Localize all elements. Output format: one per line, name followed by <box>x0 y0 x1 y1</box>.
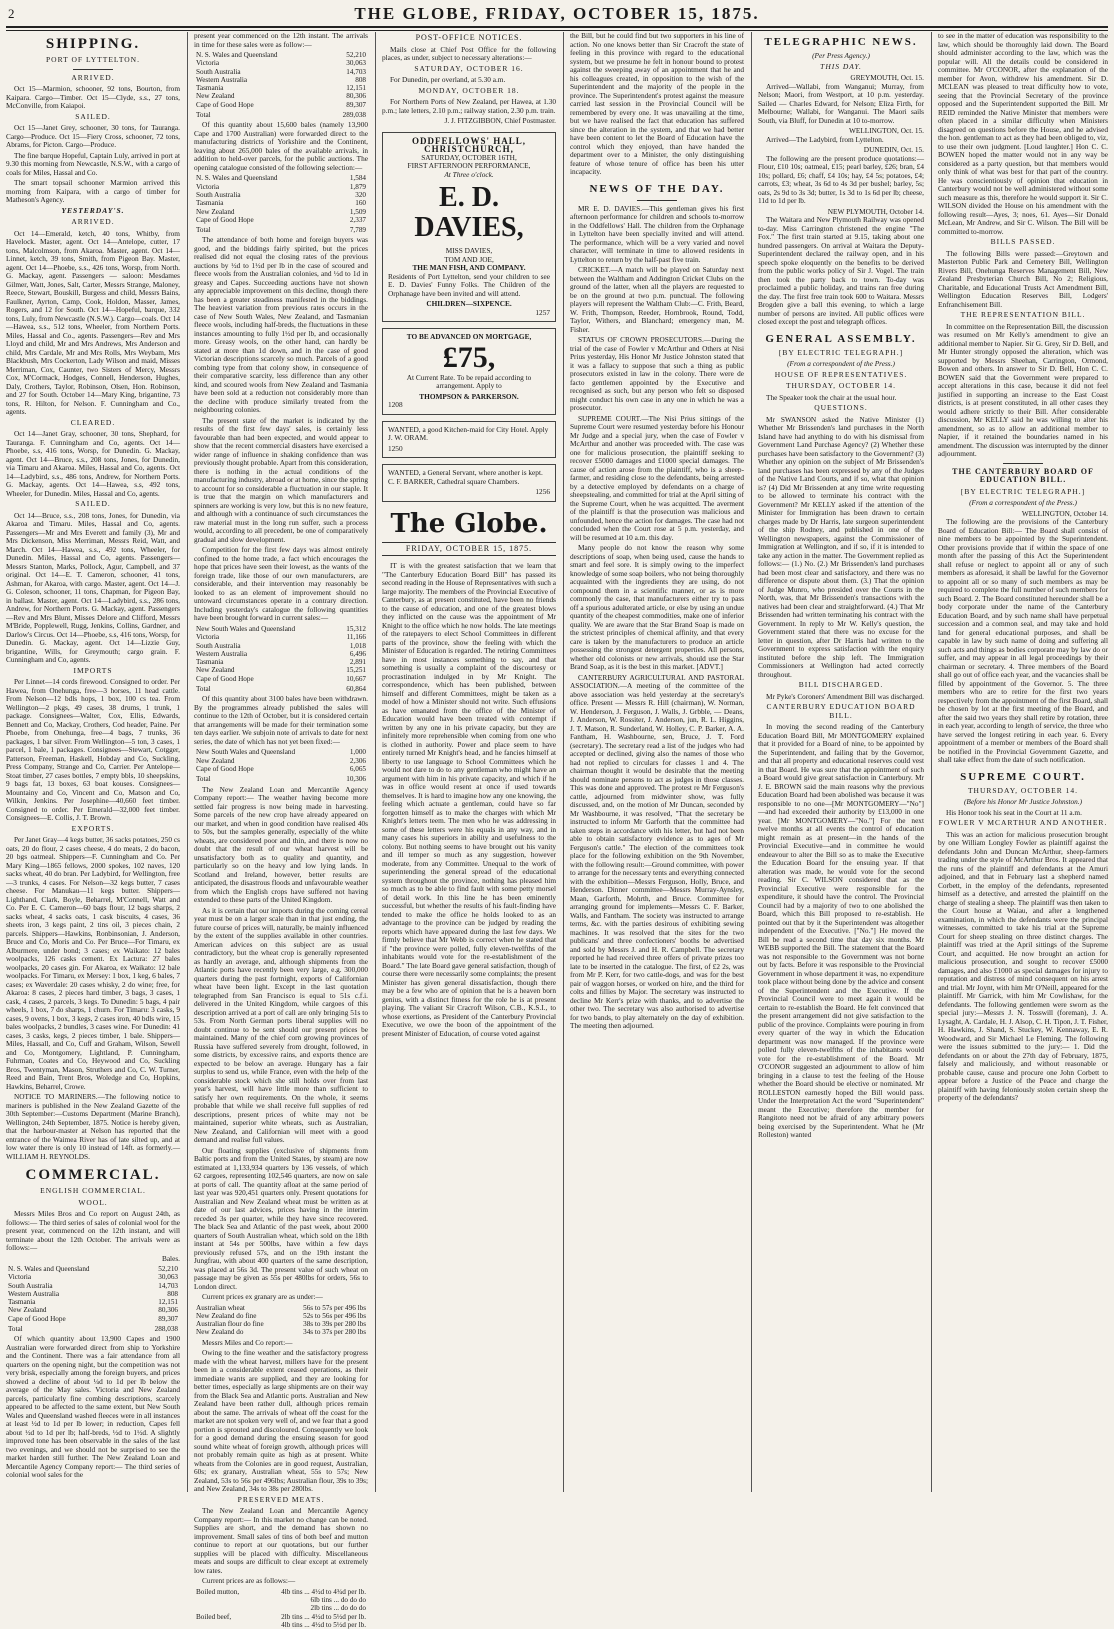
table-cell-label: New South Wales and Queensland <box>196 624 296 633</box>
dateline: DUNEDIN, Oct. 15. <box>863 145 924 154</box>
table-cell-label: Australian flour do fine <box>196 1320 264 1329</box>
table-cell-label: New Zealand <box>196 92 235 101</box>
table-row <box>194 1312 368 1320</box>
table-cell-label: South Australia <box>196 67 241 76</box>
report-para: The New Zealand Loan and Mercantile Agency Company report:— In this market no change can be noted. Supplies are short, and the demand has shown no improvement. Small sales of tins of both beef and mutton continue to report at our quotations, but our further supplies will be placed with difficulty. Miscellaneous meats and soups are difficult to clear except at extremely low rates. <box>194 1506 368 1575</box>
board-bill-heading: THE CANTERBURY BOARD OF EDUCATION BILL. <box>952 466 1094 484</box>
telegram: Arrived—The Ladybird, from Lyttelton. <box>766 134 884 144</box>
table-row <box>194 191 368 199</box>
ad-number: 1256 <box>535 487 550 496</box>
divider <box>637 200 677 201</box>
sailed-label: SAILED. <box>75 499 111 508</box>
table-row <box>194 765 368 773</box>
table-cell-value: 80,306 <box>158 1306 178 1315</box>
telegraphic-sub: (Per Press Agency.) <box>812 51 870 60</box>
table-row <box>6 1273 180 1281</box>
post-monday: MONDAY, OCTOBER 18. <box>418 85 520 95</box>
table-cell-label: Western Australia <box>196 649 248 658</box>
total-value: 7,789 <box>349 226 366 235</box>
table-row <box>194 1320 368 1328</box>
general-assembly-heading: GENERAL ASSEMBLY. <box>765 332 917 345</box>
ad-firm: THOMPSON & PARKERSON. <box>419 391 519 401</box>
post-office-heading: POST-OFFICE NOTICES. <box>415 33 523 42</box>
table-row <box>194 642 368 650</box>
arrived-label: ARRIVED. <box>71 217 115 226</box>
total-label: Total <box>196 685 211 694</box>
table-row <box>194 748 368 756</box>
education-bill-body: In moving the second reading of the Canterbury Education Board Bill, Mr MONTGOMERY explained that it provided for a Board of nine, to be appointed by the Superintendent, and failing that by the Governor, and that all property and educational reserves could vest in that Board. He was sure that the appointment of such a Board would give great satisfaction in Canterbury. Mr J. E. BROWN said the main reasons why the previous Education Board had been abolished was because it was responsible to no one—[Mr MONTGOMERY—"No"]—and had exceeded their authority by £13,000 in one year. [Mr MONTGOMERY—"No."] For the next twelve months at all events the control of education might remain as at present—in the hands of the Provincial Executive—and in committee he would endeavour to alter the Bill so as to make the Executive the Education Board for the ensuing year. If that alteration was made, he would vote for the second reading. Sir C. WILSON considered that as the Provincial Executive were responsible for the expenditure, it should have the control. The Provincial Council had by a majority of two to one abolished the Board, which this Bill proposed to re-establish. He pointed out that by it the Superintendent was altogether independent of the Executive. ["No."] He moved the Bill be read a second time that day six months. Mr WEBB supported the Bill. The statement that the Board was not responsible to the Government was not borne out by facts. Before it was responsible to the Provincial Government in whose department it was, no expenditure took place without being done by the advice and consent of the Superintendent and the Executive. If the Provincial Council were to meet again it would be certain to re-establish the Board. He felt convinced that the present arrangement did not give satisfaction to the public of the province. Complaints were pouring in from every quarter of the way in which the Education department was now managed. If the province were polled fully eleven-twelfths of the inhabitants would vote for the re-establishment of the Board. Mr O'CONOR suggested an adjournment to allow of him bringing in a clause to test the feeling of the House whether the Board should be elective or nominated. Mr ROLLESTON earnestly hoped the Bill would pass. Under the Interpretation Act the word "Superintendent" meant the Executive; therefore the member for Rangitoto need not be afraid of any arbitrary powers being exercised by the Superintendent. What he (Mr Rolleston) wanted <box>758 722 924 1139</box>
column-4 <box>570 32 744 1492</box>
wool-table <box>6 1265 180 1323</box>
report-para: As it is certain that our imports during the coming cereal year must be on a larger scale than in that just ending, the future course of prices will, naturally, be mainly influenced by the extent of the supplies available in other countries. American advices on this subject are as usual contradictory, but the wheat crop is generally represented as hardly an average, and, although shipments from the Atlantic ports have recently been very large, e.g. 300,000 quarters during the past fortnight, exports of Californian wheat have been light. Except in the last quotation telegraphed from San Francisco is equal to 51s c.f.i. delivered in the United Kingdom, while cargoes of this description arrived at a port of call are only bringing 51s to 53s. From North German ports liberal supplies will no doubt continue to be sent should our present prices be maintained. Many of the chief corn growing provinces of Russia have suffered severely from drought, followed, in some districts, by excessive rains, and exports thence are expected to be below an average. Hungary has a fair surplus to send us, while France, even with the help of the considerable stock which she still holds over from last year's harvest, will have little more than sufficient to satisfy her own requirements. On the whole, it seems probable that while we shall receive full supplies of red descriptions, present prices of white may not be maintained, superior white wheats, such as Australian, New Zealand, and Californian will meet with a good demand and realise full values. <box>194 905 368 1145</box>
table-cell-value: 160 <box>355 199 366 208</box>
page-number: 2 <box>8 6 15 21</box>
wool-intro: Messrs Miles Bros and Co report on August 24th, as follows:— The third series of sales of colonial wool for the present year, commenced on the 12th instant, and will terminate about the 12th October. The arrivals were as follows:— <box>6 1209 180 1252</box>
table-row <box>194 1304 368 1312</box>
ad-name: E. D. DAVIES, <box>414 182 524 243</box>
ad-line: MISS DAVIES, <box>445 246 493 255</box>
house-date: THURSDAY, OCTOBER 14. <box>785 381 897 390</box>
court-date: THURSDAY, OCTOBER 14. <box>967 785 1079 795</box>
table-row <box>194 1588 368 1596</box>
table-cell-label: South Australia <box>196 190 241 199</box>
bill-discharged-body: Mr Pyke's Coroners' Amendment Bill was discharged. <box>766 691 924 701</box>
table-cell-label: New Zealand do <box>196 1328 244 1337</box>
table-cell-label: Tasmania <box>196 658 224 667</box>
next-series-table <box>194 748 368 773</box>
column-rule <box>751 32 752 1492</box>
english-commercial: ENGLISH COMMERCIAL. <box>40 1186 146 1195</box>
sailed-label: SAILED. <box>75 111 111 121</box>
table-cell-value: 2,337 <box>349 215 366 224</box>
table-cell-value: 6,496 <box>349 649 366 658</box>
table-cell-value: 2lb tins ... 4½d to 5½d per lb. <box>281 1612 366 1621</box>
table-row <box>194 84 368 92</box>
table-cell-label: N. S. Wales and Queensland <box>196 51 278 59</box>
table-row <box>194 199 368 207</box>
table-row <box>194 101 368 109</box>
table-row <box>194 1613 368 1621</box>
table-cell-label: Cape of Good Hope <box>196 764 254 773</box>
questions-label: QUESTIONS. <box>814 403 868 412</box>
telegram: Arrived—Wallabi, from Wanganui; Murray, from Nelson; Maori, from Westport, at 10 p.m. yesterday. Sailed — Charles Edward, for Nelson; Eliza Firth, for Melbourne; Wallabi, for Wanganui. The Maori sails South, via Bluff, for Dunedin at 10 to-morrow. <box>758 81 924 125</box>
total-value: 288,038 <box>154 1325 178 1334</box>
table-cell-value: 52s to 56s per 496 lbs <box>303 1311 366 1320</box>
table-cell-label <box>194 1596 254 1604</box>
news-item: Many people do not know the reason why some descriptions of soap, when being used, cause the hands to smart and feel sore. It is simply owing to the imperfect knowledge of some soap boilers, who not being thoroughly acquainted with the ingredients they are using, do not compound them in a scientific manner, or as is more commonly the case, that manufacturers either try to pass off a spurious adulterated article, or else by using an undue quantity of the cheapest commodities, make one of inferior quality. We are aware that the Star Brand Soap is made on the strictest principles of chemical affinity, and that every care is taken by the manufacturers to produce an article possessing the strongest detergent properties. All persons, whether old colonists or new arrivals, should use the Star Brand Soap, as it is the best in this market. [ADVT.] <box>570 543 744 671</box>
ad-body: Residents of Port Lyttelton, send your children to see E. D. Davies' Funny Folks. The Children of the Orphanage have been invited and will attend. <box>388 271 550 298</box>
table-cell-value: 6lb tins ... do do do <box>310 1596 366 1604</box>
table-cell-value: 2,891 <box>349 658 366 667</box>
bales-label: Bales. <box>161 1253 180 1263</box>
table-cell-value: 1,000 <box>349 748 366 757</box>
table-cell-label: Western Australia <box>8 1289 60 1298</box>
imports-label: IMPORTS <box>73 665 113 675</box>
shipping-para: The smart topsail schooner Marmion arrived this morning from Kaipara, with a cargo of timber for Matheson's Agency. <box>6 178 180 204</box>
post-monday-body: For Northern Ports of New Zealand, per Hawea, at 1.30 p.m.; late letters, 2.10 p.m.; railway station, 2.30 p.m. train. <box>382 97 556 115</box>
table-cell-value: 808 <box>167 1289 178 1298</box>
wool-total <box>6 1325 180 1333</box>
table-cell-label: Cape of Good Hope <box>196 674 254 683</box>
prices-table <box>194 1304 368 1337</box>
table-cell-label: Tasmania <box>196 199 224 208</box>
table-cell-label: Western Australia <box>196 75 248 84</box>
ad-number: 1257 <box>535 307 550 317</box>
education-bill-label: CANTERBURY EDUCATION BOARD BILL. <box>766 702 916 720</box>
exports-label: EXPORTS. <box>71 823 115 833</box>
globe-masthead: The Globe. <box>390 508 548 539</box>
table-cell-label: Cape of Good Hope <box>196 215 254 224</box>
telegram: The following are the present produce quotations:—Flour, £10 10s; oatmeal, £15; pearl barley, £26; bran, £4 10s; pollard, £6; chaff, £4 10s; hay, £4 5s; potatoes, £4; carrots, £3; wheat, 3s 6d to 4s 3d per bushel; barley, 5s; oats, 2s 9d to 3s 3d; butter, 1s 3d to 1s 6d per lb; cheese, 11d to 1d per lb. <box>758 153 924 205</box>
this-day: THIS DAY. <box>820 61 862 71</box>
report-para: Owing to the fine weather and the satisfactory progress made with the wheat harvest, millers have for the present been in a considerable extent ceased operations, as their immediate wants are supplied, and they are looking for better times, especially as large shipments are on their way from the Black Sea and Atlantic ports. Australian and New Zealand have been rather dull, although prices remain about the same. The arrivals of wheat off the coast for the market are not spoken very well of, and we fear that a good portion is sprouted and discoloured. Consequently we look for a good demand during the ensuing season for good sound white wheat of foreign growth, although prices will not probably remain quite as high as at present. White wheats from the Colonies are in good request, Australian, 60s; ex granary, Australian wheat, 55s to 57s; New Zealand, 53s to 56s per 496lbs; Australian flour, 39s to 39s; and New Zealand, 34s to 38s per 280lbs. <box>194 1348 369 1494</box>
table-row <box>194 76 368 84</box>
table-cell-label: Cape of Good Hope <box>8 1314 66 1323</box>
post-saturday-body: For Dunedin, per overland, at 5.30 a.m. <box>390 75 506 84</box>
table-cell-value: 89,307 <box>346 100 366 109</box>
table-cell-value: 1,018 <box>349 641 366 650</box>
table-cell-label: Tasmania <box>8 1298 36 1307</box>
table-cell-label: Victoria <box>8 1273 32 1282</box>
table-cell-value: 12,151 <box>158 1298 178 1307</box>
table-cell-value: 11,166 <box>346 633 366 642</box>
representation-body: In committee on the Representation Bill, the discussion was resumed on Mr Kelly's amendment to give an additional member to Napier. Sir G. Grey, Sir D. Bell, and Mr Hunter strongly opposed the alteration, which was supported by Messrs Sheehan, Carrington, Ormond, Bowen and others. In answer to Sir D. Bell, Hon C. C. BOWEN said that the Government were prepared to accept alterations in this case, because it did not feel justified in supporting an increase to the East Coast districts, is at present constituted, in all other cases they would adhere strictly to their Bill. After considerable discussion, Mr KELLY said he was willing to alter his amendment, so as to allow an additional member to Napier, if it retained the boundaries named in his amendment. The discussion was interrupted by the dinner adjournment. <box>938 321 1108 458</box>
news-item: MR E. D. DAVIES.—This gentleman gives his first afternoon performance for children and schools to-morrow in the Oddfellows' Hall. The children from the Orphanage in Lyttelton have been specially invited and will attend. The performance, which will be a very varied and novel character, will terminate in time to allowed residents in Lyttelton to return by the half-past five train. <box>570 203 744 264</box>
ad-number: 1208 <box>388 400 403 409</box>
bill-discharged-label: BILL DISCHARGED. <box>798 680 884 689</box>
table-row <box>194 208 368 216</box>
dateline: GREYMOUTH, Oct. 15. <box>850 73 924 82</box>
table-cell-value: 52,210 <box>346 51 366 59</box>
report-para: The attendance of both home and foreign buyers was good, and the biddings fairly spirited, but the prices realised did not equal the closing rates of the previous auctions by ½d to 1½d per lb in the case of scoured and fleece wools from the Australian colonies, and ½d to 1d in greasy and Capes. Succeeding auctions have not shown any appreciable improvement on this decline, though there has been a greater steadiness manifested in the biddings. The heaviest variation from previous rates occurs in the case of New South Wales, New Zealand, and Tasmanian fleece wools, including half-breds, the fluctuations in these instances amounting to fully 1½d per lb, and occasionally more. Greasy wools, on the other hand, can hardly be stated at more than 1d down, and in the case of good Victorian descriptions scarcely so much. Parcels of a good combing type from that colony show, in consequence of their comparative scarcity, less difference than any other kind, and scoured wools from New Zealand and Tasmania have been sold at a reduction not considerably more than the decline with produce similarly treated from the neighbouring colonies. <box>194 235 368 415</box>
table-row <box>6 1282 180 1290</box>
wool-continued: present year commenced on the 12th instant. The arrivals in time for these sales were as follow:— <box>194 31 368 49</box>
board-bill-sub: [BY ELECTRIC TELEGRAPH.] <box>960 486 1086 496</box>
table-cell-value: 2,306 <box>349 756 366 765</box>
table-row <box>194 68 368 76</box>
ad-time: At Three o'clock. <box>444 169 494 179</box>
table-cell-label: South Australia <box>8 1281 53 1290</box>
ad-performance: FIRST AFTERNOON PERFORMANCE, <box>407 161 531 170</box>
column-rule <box>187 32 188 1492</box>
total-label: Total <box>196 226 211 235</box>
table-cell-label <box>194 1621 254 1629</box>
table-row <box>194 51 368 59</box>
telegraphic-heading: TELEGRAPHIC NEWS. <box>764 36 918 48</box>
ad-body: WANTED, a good Kitchen-maid for City Hotel. Apply J. W. ORAM. <box>388 424 549 442</box>
table-cell-label: New Zealand <box>196 207 235 216</box>
supreme-court-heading: SUPREME COURT. <box>960 770 1086 783</box>
ad-price: CHILDREN—SIXPENCE. <box>426 299 512 308</box>
ad-date: SATURDAY, OCTOBER 16TH, <box>421 152 517 162</box>
divider <box>1003 463 1043 464</box>
table-cell-label: Australian wheat <box>196 1303 245 1312</box>
preserved-meats-label: PRESERVED MEATS. <box>237 1494 325 1504</box>
total-value: 10,306 <box>346 775 366 784</box>
sailed2-text: Oct 14—Bruce, s.s., 208 tons, Jones, for Dunedin, via Akaroa and Timaru. Miles, Hassal and Co, agents. Passengers—Mr and Mrs Everett and family (3), Mr and Mrs Dickenson, Miss Merriman, Messrs Reid, Watt, and March. Oct 14—Hawea, s.s., 492 tons, Wheeler, for Dunedin. Miles, Hassal and Co, agents. Passengers—Messrs Stanton, Marks, Pollock, Agur, Campbell, and 37 original. Oct 14—E. T. Cameron, schooner, 41 tons, Ashman, for Akaroa, with cargo. Master, agent. Oct 14—J. G. Coleson, schooner, 11 tons, Chapman, for Pigeon Bay, in ballast. Master, agent. Oct 14—Ladybird, s.s., 286 tons, Andrew, for Northern Ports. G. Mackay, agent. Passengers—Rev and Mrs Blunt, Misses Delore and Clifford, Messrs M'Bride, Popplewell, Rugg, Jenkins, Collins, Gardner, and Darlow's Circus. Oct 14—Phoebe, s.s, 416 tons, Worsp, for Dunedin. G. Mackay, agent. Oct 14—Lizzie Guy, brigantine, Wills, for Greymouth; cargo grain. F. Cunningham and Co, agents. <box>6 510 180 664</box>
column-5 <box>758 32 924 1492</box>
table-cell-value: 4lb tins ... 4½d to 4¾d per lb. <box>281 1587 366 1596</box>
arrived-label: ARRIVED. <box>71 72 115 82</box>
table-cell-value: 15,251 <box>346 666 366 675</box>
table-row <box>194 650 368 658</box>
table-cell-value: 10,667 <box>346 674 366 683</box>
total-label: Total <box>8 1325 23 1334</box>
ad-body: At Current Rate. To be repaid according to arrangement. Apply to <box>406 372 532 390</box>
mortgage-advertisement <box>382 328 556 415</box>
house-intro: The Speaker took the chair at the usual hour. <box>766 392 897 402</box>
table-row <box>194 633 368 641</box>
news-item: STATUS OF CROWN PROSECUTORS.—During the trial of the case of Fowler v McArthur and Others at Nisi Prius yesterday, His Honor Mr Justice Johnston stated that it was a fallacy to suppose that such a thing as public prosecutors existed in law in the colony. There were de facto gentlemen appointed by the Executive and recognised as such, but any person who felt so disposed might conduct his own case in any one in which he was a prosecutor. <box>570 335 744 412</box>
table-cell-label: New Zealand <box>8 1306 47 1315</box>
table-row <box>194 1621 368 1629</box>
divider <box>73 69 113 70</box>
table-cell-label: New Zealand <box>196 666 235 675</box>
editorial-continued: the Bill, but he could find but two supporters in his line of action. No one knows better than Sir Cracroft the state of feeling in this province with regard to the educational system, but we presume he felt in honour bound to protest against the sweeping away of an appointment that he and his colleagues created, in opposition to the wish of the Superintendent and the majority of the people in the province. The Superintendent's protest against the measure carried last session in the Provincial Council will be remembered by every one. It was unavailing at the time, but we have realised the fact that education has suffered since the alteration in the system, and that we had better have been content to let the Board of Education have the control which they enjoyed, than have handed the department over to a Minister, the only distinguishing feature of whose tenure of office has been his utter incapacity. <box>570 31 744 176</box>
total-value: 289,038 <box>342 111 366 120</box>
table-row <box>6 1306 180 1314</box>
column-rule <box>563 32 564 1492</box>
table-cell-label: N. S. Wales and Queensland <box>8 1265 90 1273</box>
catalogue-table <box>194 174 368 224</box>
table-cell-value: 1,584 <box>349 174 366 183</box>
davies-advertisement <box>382 132 556 323</box>
catalogue-total <box>194 226 368 234</box>
table-row <box>6 1290 180 1298</box>
bills-passed-label: BILLS PASSED. <box>990 237 1056 246</box>
table-cell-label: Boiled mutton, <box>196 1587 240 1596</box>
table-row <box>194 675 368 683</box>
assembly-sub: [BY ELECTRIC TELEGRAPH.] <box>778 347 904 357</box>
table-row <box>194 1604 368 1612</box>
table-row <box>194 92 368 100</box>
table-cell-label: New South Wales and Queensland <box>196 748 296 757</box>
ad-body: WANTED, a General Servant, where another is kept. C. F. BARKER, Cathedral square Chambers. <box>388 468 543 486</box>
prices-intro: Current prices ex granary are as under:— <box>202 1292 323 1302</box>
table-cell-label: South Australia <box>196 641 241 650</box>
table-cell-label: New Zealand <box>196 756 235 765</box>
assembly-continued: to see in the matter of education was responsibility to the law, which should be thoroughly laid down. The Board should administer according to the law, which was the popular will. All the details could be considered in committee. Mr O'CONOR, after the explanation of the member for Avon, withdrew his amendment. Sir D. MCLEAN was pleased to treat difficulty how to vote, seeing that the Provincial Secretary of the province opposed and the Superintendent supported the Bill. Mr REID reminded the Native Minister that members were often placed in a similar difficulty when Ministers disagreed on questions before the House, and he advised the hon. gentleman to act as they had been obliged to, viz, to use their own judgment. [Loud laughter.] Hon C. C. BOWEN hoped the matter would not in any way be considered as a party question, but that members would only think of what was best for that part of the country. He was conscientiously of opinion that education in Canterbury would not be well administered without some such measure as this, therefore he would support it. Sir C. WILSON divided the House on his amendment with the following result—Ayes, 3; noes, 61. Ayes—Sir Donald McLean, Mr Andrew, and Sir C. Wilson. The Bill will be committed to-morrow. <box>938 31 1108 236</box>
cleared-text: Oct 14—Janet Gray, schooner, 30 tons, Shephard, for Tauranga. F. Cunningham and Co, agents. Oct 14—Phoebe, s.s, 416 tons, Worsp, for Dunedin. G. Mackay, agent. Oct 14—Bruce, s.s., 208 tons, Jones, for Dunedin, via Timaru and Akaroa. Miles, Hassal and Co, agents. Oct 14—Ladybird, s.s., 486 tons, Andrew, for Northern Ports. G. Mackay, agents. Oct 14—Hawea, s.s, 492 tons, Wheeler, for Dunedin. Miles, Hassal and Co, agents. <box>6 429 180 498</box>
table-cell-value: 30,063 <box>158 1273 178 1282</box>
table-cell-value: 2lb tins ... do do do <box>310 1604 366 1613</box>
current-sales-total <box>194 685 368 693</box>
table-cell-label: Tasmania <box>196 84 224 93</box>
court-case: FOWLER V MCARTHUR AND ANOTHER. <box>938 818 1108 827</box>
table-cell-value: 52,210 <box>158 1265 178 1273</box>
commercial-heading: COMMERCIAL. <box>25 1167 161 1183</box>
board-bill-body: The following are the provisions of the Canterbury Board of Education Bill:— The Board shall consist of nine members to be appointed by the Superintendent. Other provisions provide that if within the space of one month after the passing of this Act the Superintendent shall refuse or neglect to appoint all or any of such members as aforesaid, it shall be lawful for the Governor to appoint all or so many of such members as may be required to complete the full number of such members for such Board. 2. The Board constituted hereunder shall be a body corporate under the name of the Canterbury Education Board, and by such name shall have perpetual succession and a common seal, and may take and hold land for general educational purposes, and shall be capable in law by such name of doing and suffering all such acts and things as bodies corporate may by law do or suffer, and may appear in all legal proceedings by their chairman or secretary. 4. Three members of the Board shall go out of office each year, and the vacancies shall be filled by appointment of the Governor. 5. The three members who are to retire for the first two years respectively from the appointment of the first Board, shall be chosen by lot at the first meeting of the Board, and after the said two years they shall retire by rotation, three in each year, according to length of service, the three who have served the longest retiring in each year. 6. Every appointment of a member or members of the Board shall be notified in the Provincial Government Gazette, and shall take effect from the date of such notification. <box>938 517 1108 764</box>
news-item: SUPREME COURT.—The Nisi Prius sittings of the Supreme Court were resumed yesterday before his Honour Mr Judge and a special jury, when the case of Fowler v McArthur and another was proceeded with. The case was one for malicious prosecution, the plaintiff seeking to recover £5000 damages and £1000 special damages. The cause of action arose from the plaintiff, who is a sheep-farmer, and residing close to the defendants, being arrested by a detective employed by defendants on a charge of sheepstealing, and committed for trial at the April sitting of the Supreme Court, when he was acquitted. The averment of the plaintiff is that the prosecution was malicious and unfounded, hence the action for damages. The case had not concluded when the Court rose at 5 p.m. yesterday, and will be resumed at 10 a.m. this day. <box>570 413 744 542</box>
dateline: WELLINGTON, October 14. <box>1021 508 1108 518</box>
questions-body: Mr SWANSON asked the Native Minister (1) Whether Mr Brissenden's land purchases in the North Island have had anything to do with his dismissal from Government Land Purchase Agency? (2) Whether these purchases have been satisfactory to the Government? (3) Whether any opinion on the subject of Mr Brissenden's land purchases has been expressed by any of the Judges of the Native Land Courts, and if so, what that opinion is? (4) Did Mr Brissenden at any time write requesting to be allowed to terminate his contract with the Government? Mr KELLY asked if the attention of the Minister for Immigration has been drawn to certain charges made by Dr Harris, late surgeon superintendent of the ship Rodney, and published in one of the Wellington newspapers, against the Commissioner of Immigration at Wellington, and if so, if it is intended to take any action in the matter. The Government replied as follows:— (1.) No. (2.) Mr Brissenden's land purchases had been most clear and satisfactory, and there was no difference or dispute about them. (3.) That the opinion of Judge Munro, who presided over the Courts in the North, was, that Mr Brissenden's transactions with the natives had been clear and straightforward. (4.) That Mr Brissenden had written terminating his contract with the Government. In reply to Mr W. Kelly's question, the Government stated that there was no excuse for the letter in question, after Dr Harris had written to the Government to express satisfaction with the enquiry instituted before the ship left. The Immigration Commissioners at Wellington had acted correctly throughout. <box>758 414 924 679</box>
column-rule <box>931 32 932 1492</box>
table-cell-value: 80,306 <box>346 92 366 101</box>
table-cell-value: 34s to 37s per 280 lbs <box>303 1328 366 1337</box>
court-judge: (Before his Honor Mr Justice Johnston.) <box>963 797 1083 806</box>
table-cell-value: 6,065 <box>349 764 366 773</box>
news-heading: NEWS OF THE DAY. <box>589 182 725 195</box>
column-rule <box>375 32 376 1492</box>
table-cell-value: 12,151 <box>346 84 366 93</box>
table-row <box>194 174 368 182</box>
table-cell-label: Boiled beef, <box>196 1612 232 1621</box>
column-3 <box>382 32 556 1492</box>
sailed-text: Oct 15—Janet Grey, schooner, 30 tons, for Tauranga. Cargo—Produce. Oct 15—Fiery Cross, schooner, 72 tons, Abrams, for Picton. Cargo—Produce. <box>6 123 180 149</box>
shipping-heading: SHIPPING. <box>45 36 141 52</box>
post-saturday: SATURDAY, OCTOBER 16. <box>414 63 524 73</box>
house-heading: HOUSE OF REPRESENTATIVES. <box>774 369 908 379</box>
wanted-advertisement <box>382 464 556 502</box>
report-para: Competition for the first few days was almost entirely confined to the home trade, a fact which encourages the hope that prices have seen their lowest, as the wants of the foreign trade, like those of our own manufacturers, are considerable, and their intervention may reasonably be looked to as an element of improvement should no untoward circumstances operate in a contrary direction. Including yesterday's catalogue the following quantities have been brought forward in current sales:— <box>194 545 368 623</box>
port-subheading: PORT OF LYTTELTON. <box>46 55 140 64</box>
report-para: The New Zealand Loan and Mercantile Agency Company report:— The weather having become more settled fair progress is now being made in harvesting. Some parcels of the new crop have already appeared on our market, and when in good condition have realised 40s to 50s, but the samples generally, especially of the white wheats, are considered poor and thin, and there is now no doubt that the result of our wheat harvest will be unsatisfactory both as to quality and quantity, and particularly so on the heavy and low lying lands. In Scotland and Ireland, however, better results are anticipated, the disastrous floods and unfavourable weather from which the English crops have suffered not having extended to these parts of the United Kingdom. <box>194 784 368 905</box>
ad-line: THE MAN FISH, AND COMPANY. <box>412 263 526 272</box>
shipping-para: The fine barque Hopeful, Captain Luly, arrived in port at 9.30 this morning from Newcastle, N.S.W., with a cargo of coals for Miles, Hassal and Co. <box>6 150 180 177</box>
news-item: CANTERBURY AGRICULTURAL AND PASTORAL ASSOCIATION.—A meeting of the committee of the above association was held yesterday at the secretary's office. Present — Messrs R. Hill (chairman), W. Norman, W. Henderson, J. Ferguson, J. Walls, J. Grbble, — Deans, J. Anderson, W. Rossiter, J. Anderson, jun, R. L. Higgins, J. T. Matson, R. Sunderland, W. Holley, C. P. Barker, A. A. Fantham, H. Washbourne, sen, Bruce, J. T. Ford (secretary). The secretary read a list of the judges who had accepted or declined, giving also the names of those who had not replied to circulars for classes 1 and 4. The chairman thought it would be desirable that the meeting should nominate persons to act as judges in those classes. This was done and approved. The protest re Mr Ferguson's cattle, adjourned from midwinter show, was fully discussed, and, on the motion of Mr Duncan, seconded by Mr Washbourne, it was resolved, "That the secretary be instructed to inform Mr Garforth that the committee had taken steps in accordance with his letter, but had not been able to obtain satisfactory evidence as to ages of Mr Ferguson's cattle." The election of the committees took place for the following exhibition on the 9th November, with the following result:—Ground committee, with power to arrange for the necessary tents and everything connected with the exhibition—Messrs Ferguson, Holly, Bruce, and Henderson. Dinner committee—Messrs Murray-Aynsley, Maan, Garforth, Mohrth, and Bruce. Committee for arranging ground for implements—Messrs C. F. Barker, Walls, and Fantham. The society was instructed to arrange terms, &c. with the parties desirous of exhibiting sewing machines. It was resolved that the sites for the two publicans' and three confectioners' booths be advertised and sold by Messrs J. and H. R. Campbell. The secretary reported he had received three offers of private prizes too late to be inserted in the catalogue. The first, of £2 2s, was from Mr P. Kerr, for two cattle-dogs, and was for the best pair of waggon horses, or worked on hire, and the third for colts and fillies by Major. The secretary was instructed to decline Mr Kerr's prize with thanks, and to advertise the other two. The secretary was also authorised to advertise for two bands, to play alternately on the day of exhibition. The meeting then adjourned. <box>570 672 744 1030</box>
current-sales-table <box>194 625 368 683</box>
editorial-body: IT is with the greatest satisfaction that we learn that "The Canterbury Education Board Bill" has passed its second reading in the House of Representatives with such a large majority. The members of the Provincial Executive of Canterbury, as at present constituted, have been no friends to the cause of education, and one of the greatest blows they inflicted on the cause was the appointment of Mr Knight to the office which he now holds. The late meetings of the ratepayers to elect School Committees in different parts of the province, show the feeling with which the Minister of Education is regarded. The retiring Committees have in most instances something to say, and that something is usually a complaint of the discourtesy or procrastination indulged in by Mr Knight. The correspondence, which has been published, between himself and different Committees, might be taken as a model of how a Minister should not write. Such effusions as have emanated from the office of the Minister of Education would have been treated with contempt if written by any one in his private capacity, but they are infinitely more reprehensible when coming from one who is clothed in authority. Power and place seem to have entirely turned Mr Knight's head, and he fancies himself at liberty to use language to School Committees which he would not dare to do to any gentleman who might have an argument with him in his private capacity, and which if he was in office would resent at once if used towards themselves. It is hard to imagine how any one knowing, the feeling which actuate a gentleman, could have so far forgotten himself as to make the charges with which Mr Knight's letters teem. The men who he was addressing in some of these letters were his equals in any way, and in many cases his superiors in ability and usefulness to the colony. But nothing seems to have brought out his vanity and ill temper so much as any suggestion, however moderate, from any Committee. Unequal to the work of superintending the general spread of the educational system throughout the province, nothing has pleased him so much as to be able to find fault with some petty morsel of detail work. In this line he has been eminently successful, but whether the results of his fault-finding have tended to make the office he holds looked to as an advantage to the province can be judged by reading the reports which have appeared during the last few days. We firmly believe that Mr Webb is correct when he stated that if "the province were polled, fully eleven-twelfths of the inhabitants would vote for the re-establishment of the Board." The late Board gave general satisfaction, though of course there were necessarily some complaints; the present Minister has given general dissatisfaction, though there may be a few who are of opinion that he is a heaven born genius, with a distinct fitness for the role he is at present playing. The valiant Sir Cracroft Wilson, C.B., K.S.I., to whose exertions, as President of the Canterbury Provincial Executive, we owe the boon of the appointment of the present Minister of Education, of course voted against <box>382 561 556 1038</box>
yesterday-arrived: Oct 14—Emerald, ketch, 40 tons, Whitby, from Havelock. Master, agent. Oct 14—Antelope, cutter, 17 tons, Malcolmson, from Akaroa. Master, agent. Oct 14—Linnet, ketch, 39 tons, Smith, from Pigeon Bay. Master, agent. Oct 14—Phoebe, s.s., 426 tons, Worsp, from North. G. Mackay, agent. Passengers — saloon: Mesdames Gilmer, Watt, Jones, Salt, Carter, Messrs Strange, Maloney, Reece, Stewart, Bouskill, Burgess and child, Messrs Bains, Faulkner, Ayrton, Camp, Cook, Holdon, Masser, James, Rogers, and 12 for South. Oct 14—Hopeful, barque, 332 tons, Luly, from Newcastle (N.S.W.). Cargo—coals. Oct 14—Hawea, s.s., 512 tons, Wheeler, from Northern Ports. Miles, Hassal and Co., agents. Passengers—Rev and Mrs Lloyd and child, Mr and Mrs Andrews, Mrs Anderson and child, Mrs Cardale, Mr and Mrs Rolls, Mrs Weybam, Mrs Blackbush, Mrs Cockerton, Lady Wilson and maid, Misses Merriman, Cox, Caunter, two Sisters of Mercy, Messrs Cox, M'Cormack, Hodges, Connell, Henderson, Hughes, Daly, Crothers, Taylor, Robinson, Olsen, Hon. Robinson, and 27 for South. October 14—Mary King, brigantine, 73 tons, R. Hilton, for Nelson. F. Cunningham and Co., agents. <box>6 228 180 416</box>
table-row <box>194 658 368 666</box>
board-bill-sub2: (From a correspondent of the Press.) <box>969 498 1077 507</box>
table-row <box>194 59 368 67</box>
column-2 <box>194 31 369 1629</box>
table-cell-value: 1,509 <box>349 207 366 216</box>
prices-note: Messrs Miles and Co report:— <box>202 1337 293 1347</box>
post-body: Mails close at Chief Post Office for the following places, as under, subject to necessary alterations:— <box>382 44 556 62</box>
meat-prices-table <box>194 1588 368 1629</box>
bills-passed-body: The following Bills were passed:—Greytown and Masterton Public Park and Cemetery Bill, Wellington Rivers Bill, Onehunga Reserves Management Bill, New Zealand Presbyterian Church Bill, No 2; Religious, Charitable, and Educational Trusts Act Amendment Bill, Wellington Education Reserves Bill, Lodgers' Enfranchisement Bill. <box>938 248 1108 309</box>
column-1 <box>6 32 180 1492</box>
table-cell-label: Cape of Good Hope <box>196 100 254 109</box>
assembly-sub2: (From a correspondent of the Press.) <box>787 359 895 368</box>
dateline: WELLINGTON, Oct. 15. <box>848 126 924 135</box>
report-para: Of this quantity about 3100 bales have been withdrawn. By the programmes already published the sales will continue to the 12th of October, but it is considered certain that arrangements will be made for their termination some ten days earlier. We subjoin note of arrivals to date for next series, the date of which has not yet been fixed:— <box>194 694 368 746</box>
editorial-dateline: FRIDAY, OCTOBER 15, 1875. <box>382 542 556 557</box>
table-cell-value: 4lb tins ... 4½d to 5½d per lb. <box>281 1620 366 1629</box>
table-row <box>6 1265 180 1273</box>
table-row <box>6 1315 180 1323</box>
total-label: Total <box>196 775 211 784</box>
cleared-label: CLEARED. <box>70 417 116 427</box>
table-cell-label <box>194 1604 254 1612</box>
wool-report: Of which quantity about 13,900 Capes and 1900 Australian were forwarded direct from ship to Yorkshire and the Continent. There was a fair attendance from all quarters on the opening night, but the competition was not very brisk, especially among the foreign buyers, and prices showed a decline of about ¼d to 1d per lb below the average of the May sales. Victoria and New Zealand parcels, particularly fine combing descriptions, scarcely appeared to be affected to the same extent, but New South Wales and Queensland washed fleeces were in all instances at least ½d to 1d per lb lower; in reduction, Capes fell about ½d to 1d per lb; half-breds, ½d to 1½d. A slightly improved tone has been observable in the sales of the last two evenings, and we should not be surprised to see the market harden still further. The New Zealand Loan and Mercantile Agency Company report:— The third series of colonial wool sales for the <box>6 1334 180 1480</box>
table-cell-value: 89,307 <box>158 1314 178 1323</box>
newspaper-title: THE GLOBE, FRIDAY, OCTOBER 15, 1875. <box>354 4 760 23</box>
wool-label: WOOL. <box>78 1197 108 1207</box>
table-cell-value: 14,703 <box>158 1281 178 1290</box>
yesterday-label: YESTERDAY'S. <box>61 205 125 215</box>
table-row <box>194 1328 368 1336</box>
table-row <box>194 625 368 633</box>
table-cell-value: 56s to 57s per 496 lbs <box>303 1303 366 1312</box>
ad-line: TOM AND JOE, <box>444 254 494 264</box>
prices2-intro: Current prices are as follows:— <box>202 1576 296 1586</box>
report-para: Our floating supplies (exclusive of shipments from Baltic ports and from the United States, by steam) are now estimated at 1,133,934 quarters by 136 vessels, of which 62 cargoes, representing 102,546 quarters, are now on sale at ports of call. The quantity afloat at the same period of last year was 920,451 quarters only. Present quotations for Australian and New Zealand wheat must be written as at date of our last advices, prices having in the interim receded 3s per quarter, while they have since recovered. The black Sea and Atlantic of the past week, about 2000 quarters of South Australian wheat, which sold on the 18th instant at 54s per 500lbs, have within a few days previously refused 57s, and on the 19th instant the Jungfrau, with about 400 quarters of the same description, was placed at 56s 3d. The present value of such wheat on passage may be given as 55s per 480lbs for orders, 56s to London direct. <box>194 1145 368 1291</box>
total-value: 60,864 <box>346 685 366 694</box>
table-cell-label: New Zealand do fine <box>196 1311 257 1320</box>
total-label: Total <box>196 111 211 120</box>
table-row <box>194 757 368 765</box>
ad-venue: ODDFELLOWS' HALL, CHRISTCHURCH, <box>411 135 527 154</box>
table-cell-value: 15,312 <box>346 624 366 633</box>
mariners-notice: NOTICE TO MARINERS.—The following notice to mariners is published in the New Zealand Gazette of the 30th September:—Customs Department (Marine Branch), Wellington, 24th September, 1875. Notice is hereby given, that the harbour-master at Nelson has reported that the entrance of the Waimea River has of late silted up, and at low water there is only 10 instead of 14ft. as formerly.—WILLIAM H. REYNOLDS. <box>6 1092 180 1161</box>
dateline: NEW PLYMOUTH, October 14. <box>827 206 924 216</box>
table-cell-value: 320 <box>355 190 366 199</box>
table-cell-value: 38s to 39s per 280 lbs <box>303 1320 366 1329</box>
column-6 <box>938 32 1108 1492</box>
table-cell-value: 808 <box>355 75 366 84</box>
wanted-advertisement <box>382 421 556 459</box>
next-series-total <box>194 775 368 783</box>
table-row <box>194 666 368 674</box>
table-row <box>194 216 368 224</box>
wool-total-2 <box>194 111 368 119</box>
report-para: The present state of the market is indicated by the results of the first few days' sales, is certainly less favourable than had been expected, and would appear to show that the recent commercial disasters have exercised a wider range of influence in shaking confidence than was previously thought probable. Apart from this consideration, there is nothing in the actual conditions of the manufacturing industry, abroad or at home, since the spring to account for so considerable a fluctuation in our staple. It is true that the margin on which manufacturers and spinners are working is very low, but this is no new feature, and although with a continuance of such circumstances the raw material must in the long run suffer, such a process would, according to all precedent, be one of comparatively gradual and slow development. <box>194 415 369 544</box>
court-body: This was an action for malicious prosecution brought by one William Longley Fowler as plaintiff against the defendants John and Duncan McArthur, sheep-farmers trading under the style of McArthur Bros. It appeared that the runs of the plaintiff and defendants at the Amuri adjoined, and that in February last a shepherd named Corbett, in the employ of the defendants, represented himself as a detective, and arrested the plaintiff on the charge of stealing a sheep. The plaintiff was then taken to the Court house at Waiau, and after a lengthened examination, in which the defendants were the principal witnesses, committed to take his trial at the Supreme Court for sheep stealing on three distinct charges. The plaintiff was tried at the April sittings of the Supreme Court, and acquitted. He now brought an action for malicious prosecution, and sought to recover £5000 damages, and also £1000 as special damages for injury to reputation and distress of mind consequent on his arrest and trial. Mr Joynt, with him Mr O'Neill, appeared for the plaintiff. Mr Garrick, with him Mr Cowlishaw, for the defendants. The following gentlemen were sworn as the special jury:—Messrs J. N. Tosswill (foreman), J. A. Lysaght, A. Cardale, H. J. Alsop, C. H. Tipon, J. T. Fisher, H. Hawkins, J. Shand, S. Stuckey, W. Kennaway, E. R. Woodward, and Sir Michael Le Fleming. The following were the issues submitted to the jury:— 1. Did the defendants on or about the 27th day of February, 1875, falsely and maliciously, and without reasonable or probable cause, cause and procure one John Corbett to appear before a Justice of the Peace and charge the plaintiff with having feloniously stolen certain sheep the property of the defendants? <box>938 829 1108 1102</box>
telegram: The Waitara and New Plymouth Railway was opened to-day. Miss Carrington christened the engine "The Fox." The first train started at 9.15, taking about one hundred passengers. On arrival at Waitara the Deputy-Superintendent declared the railway open, and in his speech spoke eloquently on the benefits to be derived from the public works policy of Sir J. Vogel. The train then took the party back to town. To-day was proclaimed a public holiday, and trains ran free during the day. The first free train took 600 to Waitara. Messrs Brogden give a ball this evening, to which a large number of persons are invited. All public offices were closed except the post and telegraph offices. <box>758 215 924 326</box>
wool-table-2 <box>194 51 368 109</box>
table-cell-label: N. S. Wales and Queensland <box>196 174 278 183</box>
table-row <box>194 1596 368 1604</box>
table-cell-value: 1,879 <box>349 182 366 191</box>
newspaper-page <box>6 31 1108 1629</box>
news-item: CRICKET.—A match will be played on Saturday next between the Waltham and Addington Cricket Clubs on the ground of the latter, when all the players are requested to be on the ground at two p.m. punctual. The following players will represent the Waltham Club:—C. Frith, Beard, W. Frith, Thompson, Reeder, Hornbrook, Round, Todd, Taylor, Withers, and Blanchard; emergency man, M. Fisher. <box>570 265 744 334</box>
table-cell-value: 30,063 <box>346 59 366 68</box>
report-para: Of this quantity about 15,600 bales (namely 13,900 Cape and 1700 Australian) were forwarded direct to the manufacturing districts of Yorkshire and the Continent, leaving about 265,000 bales of the available arrivals, in addition to held-over parcels, for the public auctions. The opening catalogue consisted of the following selection:— <box>194 120 368 172</box>
table-cell-label: Victoria <box>196 59 220 68</box>
table-cell-label: Victoria <box>196 182 220 191</box>
table-row <box>194 183 368 191</box>
imports-text: Per Linnet—14 cords firewood. Consigned to order. Per Hawea, from Onehunga, free—3 horses, 11 head cattle. From Nelson—12 bdls hops, 1 box, 100 cs tea. From Wellington—2 pkgs, 49 cases, 38 drums, 1 trunk, 1 package. Consignees—Walter, Cox, Ellis, Edwards, Bennett and Co, Mackay, Crothers, Cod header, Paine. Per Phoebe, from Onehunga, free—4 bags, 7 trunks, 36 packages, 1 bar silver. From Wellington—5 ton, 3 cases, 1 parcel, 1 bale, 1 packages. Consignees—Stewart, Cotgger, Patterson, Freeman, Haskell, Hobday and Co, Suckling, Press Company, Strange and Co, Carrier. Per Antelope—Stoat timber, 27 cases bottles, 7 empty bbls, 10 sheepskins, 9 bags fat, 13 boxes, 63 boat kouses. Consignees—Mountainy and Co, Vincent and Co, Matson and Co, Wilkin, Jenkins. Per Josephine—40,660 feet timber. Consigned to order. Per Emerald—32,000 feet timber. Consignees—E. Collis, J. T. Brown. <box>6 677 180 822</box>
court-intro: His Honor took his seat in the Court at 11 a.m. <box>946 807 1082 817</box>
ad-line: TO BE ADVANCED ON MORTGAGE, <box>406 332 532 341</box>
masthead <box>0 0 1114 26</box>
ad-number: 1250 <box>388 443 403 453</box>
arrived-text: Oct 15—Marmion, schooner, 92 tons, Bourton, from Kaipara. Cargo—Timber. Oct 15—Clyde, s.s., 27 tons, McConville, from Kaiapoi. <box>6 84 180 110</box>
table-cell-label: Victoria <box>196 633 220 642</box>
representation-label: THE REPRESENTATION BILL. <box>960 310 1086 319</box>
postmaster: J. J. FITZGIBBON, Chief Postmaster. <box>444 116 556 125</box>
table-cell-value: 14,703 <box>346 67 366 76</box>
table-row <box>6 1298 180 1306</box>
exports-text: Per Janet Gray—4 kegs butter, 36 sacks potatoes, 250 cs oats, 20 do flour, 2 cases cheese, 4 do meats, 2 do bacon, 20 bgs oatmeal. Shippers—F. Cunningham and Co. Per Mary King—1865 fellows, 2000 spokes, 102 naves, 120 sacks wheat, 40 do bran. Per Ladybird, for Wellington, free—3 trunks, 4 cases. For Nelson—32 kegs butter, 7 cases cheese. For Manukau—11 kegs butter. Shippers—Lighthand, Clark, Boyle, Beharrel, M'Connell, Watt and Co. Per E. C. Cameron—60 bags flour, 12 bags sharps, 2 sacks wheat, 4 sacks oats, 1 cask biscuits, 4 cases, 36 sheets iron, 3 kegs paint, 2 tins oil, 3 pieces chain, 2 parcels. Shippers—Hawkins, Ronbinsonian, J. Anderson, Bruce and Co, Moris and Co. Per Bruce—For Timaru, ex Alburmere, under bond; 3 cases; ex Waikato: 12 bales woolpacks, 126 casks cement. Ex Lactura: 27 bales woolpacks, 20 cases gin. For Akaroa, ex Waikato: 12 bale woolpacks. For Timaru, ex Mersey: 1 box, 1 keg, 6 bales, 7 cases; ex Waverdale: 20 cases whisky, 2 do wine; free, for Akaroa: 8 cases, 2 pieces hard timber, 3 bags, 3 cases, 1 cask, 4 cases, 2 parcels, 3 kegs. To Dunedin: 5 bags, 4 pair wheels, 1 box, 7 do sharps, 1 churn. For Timaru: 3 casks, 9 cases, 9 ovens, 1 box, 3 kegs, 2 cases iron, 40 bdls wire, 15 bales woolpacks, 2 bundles, 3 cases wine. For Dunedin: 41 cases, 3 casks, kegs, 2 pieces timber, 1 bale. Shippers—Miles, Hassall, and Co, Cuff and Graham, Wilson, Sewell and Co, Montgomery, Lightland, P. Cunningham, Fuhrman, Coates and Co, Heywood and Co, Suckling Bros, Twentyman, Mason, Struthers and Co, C. W. Turner, Reed and Bain, Trent Bros, Woledge and Co, Hopkins, Hawkins, Beharrel, Crowe. <box>6 835 180 1091</box>
ad-amount: £75, <box>442 340 496 374</box>
